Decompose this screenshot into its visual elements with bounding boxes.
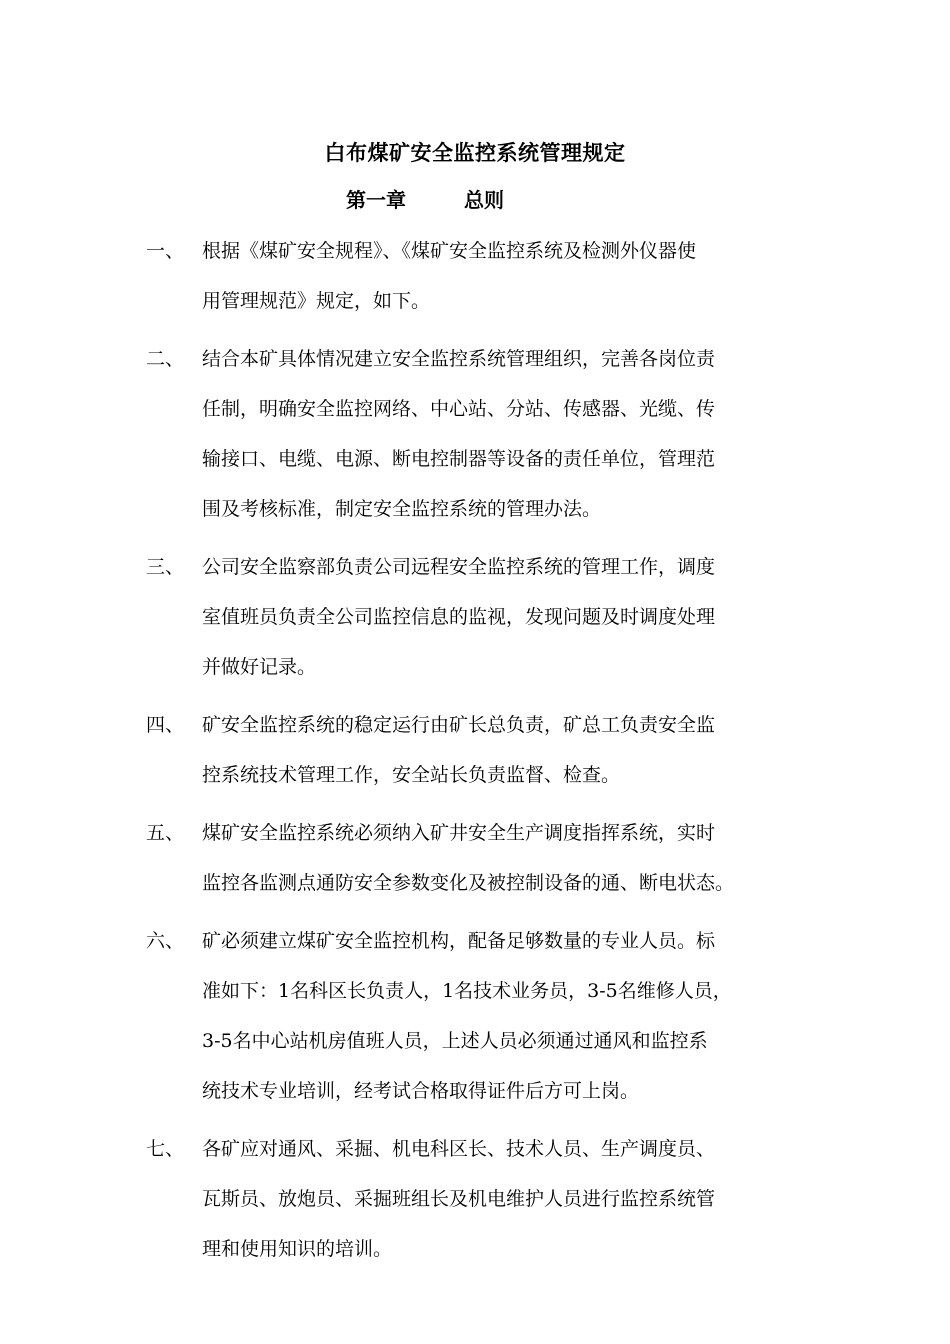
article-text: 矿安全监控系统的稳定运行由矿长总负责，矿总工负责安全监 控系统技术管理工作，安全站长负责监督、检查。 [202, 714, 716, 786]
chapter-name: 总则 [464, 188, 504, 212]
article-number: 四、 [146, 714, 185, 736]
article-text: 各矿应对通风、采掘、机电科区长、技术人员、生产调度员、 瓦斯员、放炮员、采掘班组长及机电维护人员进行监控系统管 理和使用知识的培训。 [202, 1138, 716, 1260]
article-text: 结合本矿具体情况建立安全监控系统管理组织，完善各岗位责 任制，明确安全监控网络、中心站、分站、传感器、光缆、传 输接口、电缆、电源、断电控制器等设备的责任单位，管理范 围及考核标准，制定安全监控系统的管理办法。 [202, 348, 716, 520]
article-number: 一、 [146, 240, 185, 262]
article-4 [0, 700, 950, 800]
article-text: 根据《煤矿安全规程》、《煤矿安全监控系统及检测外仪器使 用管理规范》规定，如下。 [202, 240, 697, 312]
article-number: 五、 [146, 822, 185, 844]
article-list [0, 226, 950, 1282]
article-5 [0, 808, 950, 908]
article-2 [0, 334, 950, 534]
article-text: 煤矿安全监控系统必须纳入矿井安全生产调度指挥系统，实时 监控各监测点通防安全参数变化及被控制设备的通、断电状态。 [202, 822, 735, 894]
article-3 [0, 542, 950, 692]
article-number: 七、 [146, 1138, 185, 1160]
article-number: 二、 [146, 348, 185, 370]
article-text: 矿必须建立煤矿安全监控机构，配备足够数量的专业人员。标 准如下：1名科区长负责人，1名技术业务员，3-5名维修人员， 3-5名中心站机房值班人员，上述人员必须通过通风和监控系 统技术专业培训，经考试合格取得证件后方可上岗。 [202, 930, 732, 1102]
chapter-number: 第一章 [346, 188, 406, 212]
article-1 [0, 226, 950, 326]
article-6 [0, 916, 950, 1116]
article-7 [0, 1124, 950, 1274]
chapter-heading [346, 183, 504, 217]
article-number: 六、 [146, 930, 185, 952]
document-title: 白布煤矿安全监控系统管理规定 [324, 141, 626, 165]
article-number: 三、 [146, 556, 185, 578]
article-text: 公司安全监察部负责公司远程安全监控系统的管理工作，调度 室值班员负责全公司监控信息的监视，发现问题及时调度处理 并做好记录。 [202, 556, 716, 678]
